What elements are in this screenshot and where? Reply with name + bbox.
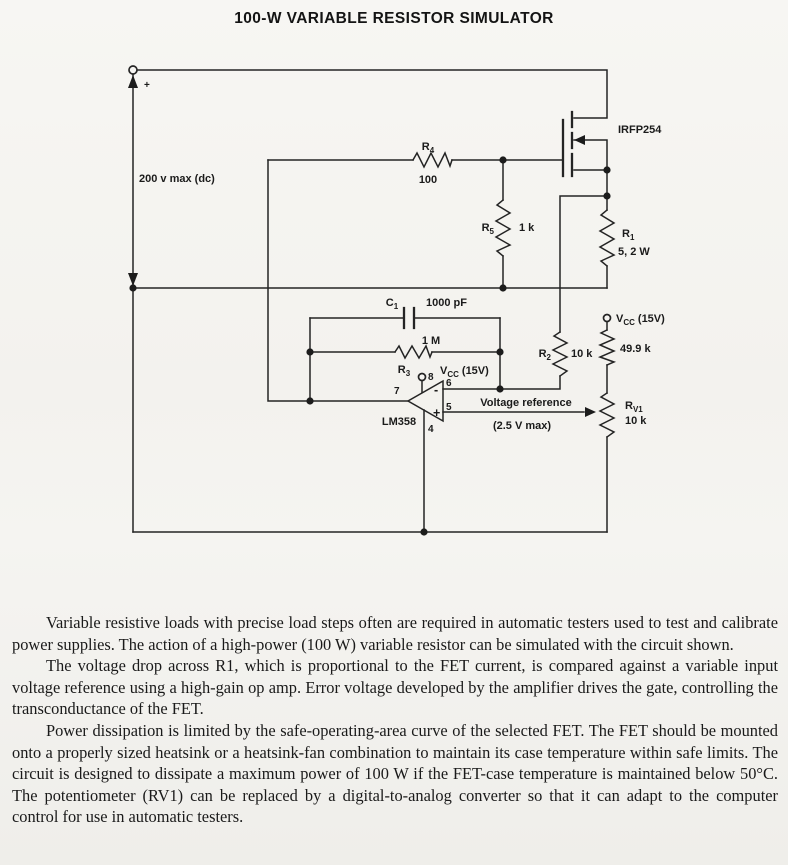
opamp-pin8-label: 8	[428, 372, 434, 383]
circuit-wires	[133, 70, 607, 532]
rv1-ref-label: $R_{V1}$	[625, 400, 643, 414]
mosfet-source-body-wires	[574, 140, 607, 196]
top-rail-wire	[137, 70, 607, 118]
arrow-up-icon	[128, 75, 138, 88]
resistor-r4-zigzag	[413, 153, 452, 167]
capacitor-c1	[386, 297, 467, 328]
resistor-r5	[482, 200, 536, 256]
opamp-part-label: LM358	[381, 416, 417, 428]
rv1-wiper-arrow-icon	[585, 407, 596, 417]
opamp-pin5-label: 5	[446, 402, 452, 413]
potentiometer-rv1	[585, 393, 647, 437]
r4-ref-label: $R_4$	[421, 141, 435, 155]
opamp-vcc-label: $V_{CC}$ (15V)	[440, 365, 489, 379]
opamp-minus-label: -	[434, 383, 439, 397]
junction-dot	[306, 397, 313, 404]
supply-polarity-label: +	[144, 80, 150, 91]
resistor-r5-zigzag	[496, 200, 510, 256]
junction-dot	[499, 156, 506, 163]
junction-dot	[603, 166, 610, 173]
rv1-value-label: 10 k	[625, 415, 647, 427]
r5-ref-label: $R_5$	[481, 222, 494, 236]
r2-ref-label: $R_2$	[538, 348, 551, 362]
resistor-r3-zigzag	[395, 346, 432, 358]
voltage-reference-annotation	[480, 397, 572, 432]
article-text	[12, 612, 778, 828]
junction-dot	[499, 284, 506, 291]
vref-label-line1: Voltage reference	[480, 397, 572, 409]
opamp-pin4-label: 4	[428, 424, 434, 435]
r49k9-value-label: 49.9 k	[620, 343, 651, 355]
junction-dots	[129, 156, 610, 535]
r3-ref-label: $R_3$	[397, 364, 411, 378]
opamp-pin6-label: 6	[446, 378, 452, 389]
resistor-r1-zigzag	[600, 210, 614, 266]
r2-value-label: 10 k	[571, 348, 593, 360]
resistor-r2	[539, 332, 594, 376]
vref-label-line2: (2.5 V max)	[492, 420, 552, 432]
resistor-r2-zigzag	[553, 332, 567, 376]
body-paragraph-2: The voltage drop across R1, which is proportional to the FET current, is compared against a variable input voltage reference using a high-gain op amp. Error voltage developed by the amplifier drives the gate, controlling the transconductance of the FET.	[12, 656, 778, 719]
supply-voltage-annotation	[128, 75, 215, 286]
junction-dot	[420, 528, 427, 535]
opamp-vcc-terminal	[419, 374, 426, 381]
supply-voltage-label: 200 v max (dc)	[139, 173, 215, 185]
resistor-r4	[413, 141, 452, 186]
junction-dot	[129, 284, 136, 291]
body-paragraph-3: Power dissipation is limited by the safe-operating-area curve of the selected FET. The FET should be mounted onto a properly sized heatsink or a heatsink-fan combination to maintain its case temperature within safe limits. The circuit is designed to dissipate a maximum power of 100 W if the FET-case temperature is maintained below 50°C. The potentiometer (RV1) can be replaced by a digital-to-analog converter so that it can adapt to the computer control for use in automatic testers.	[12, 720, 778, 827]
junction-dot	[306, 348, 313, 355]
source-sense-wire	[560, 196, 607, 332]
opamp-output-wire	[268, 160, 408, 401]
resistor-49k9-zigzag	[600, 330, 614, 365]
r4-value-label: 100	[418, 174, 438, 186]
junction-dot	[603, 192, 610, 199]
junction-dot	[496, 385, 503, 392]
resistor-r1	[600, 210, 650, 266]
r1-value-label: 5, 2 W	[618, 246, 650, 258]
mosfet-body-arrow-icon	[574, 135, 585, 145]
c1-value-label: 1000 pF	[426, 297, 467, 309]
junction-dot	[496, 348, 503, 355]
resistor-49k9	[600, 330, 651, 365]
fet-part-label: IRFP254	[618, 124, 662, 136]
arrow-down-icon	[128, 273, 138, 286]
vcc-rail-terminal	[604, 315, 611, 322]
page-title: 100-W VARIABLE RESISTOR SIMULATOR	[234, 10, 554, 27]
opamp-plus-label: +	[433, 406, 441, 420]
vcc-rail-label: $V_{CC}$ (15V)	[616, 313, 665, 327]
capacitor-c1-plates	[404, 308, 414, 328]
body-paragraph-1: Variable resistive loads with precise load steps often are required in automatic testers used to test and calibrate power supplies. The action of a high-power (100 W) variable resistor can be simulated with the circuit shown.	[12, 613, 778, 654]
rv1-zigzag	[600, 393, 614, 437]
supply-positive-terminal	[129, 66, 137, 74]
r1-ref-label: $R_1$	[622, 228, 635, 242]
r3-value-label: 1 M	[421, 335, 441, 347]
c1-ref-label: $C_1$	[385, 297, 399, 311]
r5-value-label: 1 k	[519, 222, 535, 234]
opamp-pin7-label: 7	[394, 386, 400, 397]
mosfet-symbol	[563, 112, 662, 196]
